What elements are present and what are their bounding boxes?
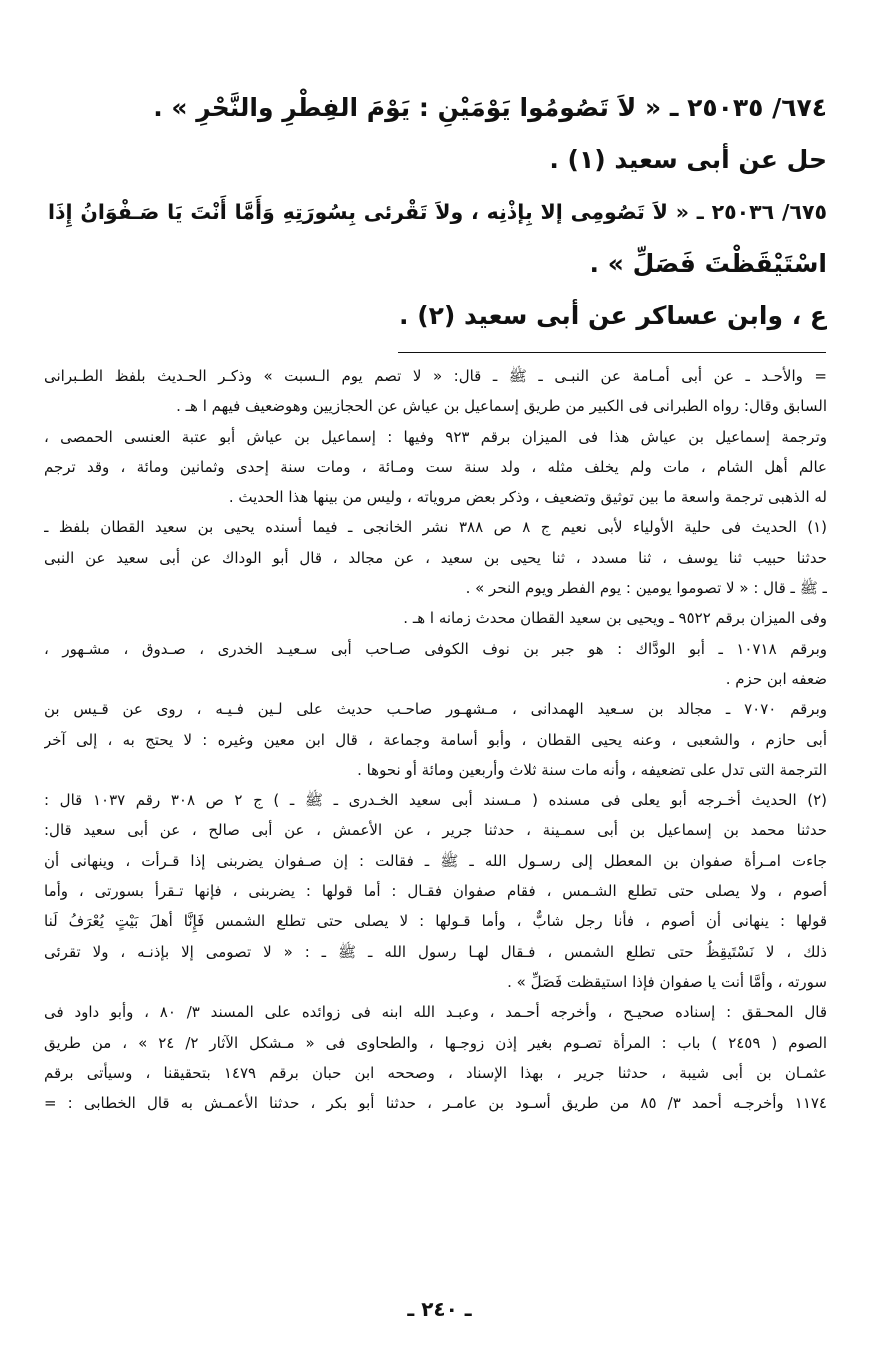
footnote-line: الترجمة التى تدل على تضعيفه ، وأنه مات سنة ثلاث وأربعين ومائة أو نحوها . [357,760,827,779]
footnote-line: ١١٧٤ وأخرجـه أحمد ٣/ ٨٥ من طريق أسـود بن عامـر ، حدثنا أبو بكر ، حدثنا الأعمـش به قال الخطابى : = [44,1094,827,1113]
footnote-line: له الذهبى ترجمة واسعة ما بين توثيق وتضعيف ، وذكر بعض مروياته ، وليس من بينها هذا الحديث . [228,488,827,507]
footnote-line: أصوم ، ولا يصلى حتى تطلع الشـمس ، فقام صفوان فقـال : أما قولها : يضربنى ، فإنها تـقرأ بسورتى ، وأما [44,882,827,901]
footnote-line: عالم أهل الشام ، مات ولم يخلف مثله ، ولد سنة ست ومـائة ، ومات سنة إحدى وثمانين ومائة ، وقد ترجم [44,457,827,476]
footnote-line: ـ ﷺ ـ قال : « لا تصوموا يومين : يوم الفطر ويوم النحر » . [465,579,827,598]
footnote-line: (٢) الحديث أخـرجه أبو يعلى فى مسنده ( مـسند أبى سعيد الخـدرى ـ ﷺ ـ ) ج ٢ ص ٣٠٨ رقم ١٠٣٧ قال : [44,791,827,810]
footnote-line: حدثنا محمد بن إسماعيل بن أبى سمـينة ، حدثنا جرير ، عن الأعمش ، عن أبى صالح ، عن أبى سعيد قال: [44,821,827,840]
hadith-line: ٦٧٤/ ٢٥٠٣٥ ـ « لاَ تَصُومُوا يَوْمَيْنِ : يَوْمَ الفِطْرِ والنَّحْرِ » . [153,93,827,122]
footnote-line: سورته ، وأمَّا أنت يا صفوان فإذا استيقظت فَصَلِّ » . [507,972,827,991]
footnote-line: وبرقم ١٠٧١٨ ـ أبو الودَّاك : هو جبر بن نوف الكوفى صـاحب أبى سـعيـد الخدرى ، صـدوق ، مشـهور ، [44,639,827,658]
footnote-line: جاءت امـرأة صفوان بن المعطل إلى رسـول الله ـ ﷺ ـ فقالت : إن صـفوان يضربنى إذا قـرأت ، وينهانى أن [44,851,827,870]
footnote-line: السابق وقال: رواه الطبرانى فى الكبير من طريق إسماعيل بن عياش عن الحجازيين وهوضعيف فيهم ا هـ . [176,397,827,416]
footnote-line: وفى الميزان برقم ٩٥٢٢ ـ ويحيى بن سعيد القطان محدث زمانه ا هـ . [403,609,827,628]
hadith-source-line: حل عن أبى سعيد (١) . [549,145,827,174]
footnote-divider [398,352,826,353]
hadith-source-line: ع ، وابن عساكر عن أبى سعيد (٢) . [399,301,827,330]
footnote-line: حدثنا حبيب ثنا يوسف ، ثنا مسدد ، ثنا يحيى بن سعيد ، عن مجالد ، قال أبو الوداك عن أبى سعيد عن النبى [44,548,827,567]
footnote-line: = والأحـد ـ عن أبى أمـامة عن النبـى ـ ﷺ ـ قال: « لا تصم يوم الـسبت » وذكـر الحـديث بلفظ الطـبرانى [44,367,827,385]
page-number: ـ ٢٤٠ ـ [407,1297,472,1321]
footnotes [44,361,827,1118]
footnote-line: وترجمة إسماعيل بن عياش هذا فى الميزان برقم ٩٢٣ وفيها : إسماعيل بن عياش أبو عتبة العنسى الحمصى ، [44,427,827,446]
footnote-line: وبرقم ٧٠٧٠ ـ مجالد بن سـعيد الهمدانى ، مـشهـور صاحـب حديث على لـين فـيـه ، روى عن قـيس بن [44,700,827,719]
footnote-line: ضعفه ابن حزم . [725,669,827,688]
footnote-line: ذلك ، لا نَسْتَيقِظُ حتى تطلع الشمس ، فـقال لهـا رسول الله ـ ﷺ ـ : « لا تصومى إلا بإذنـه ، ولا تقرئى [44,942,827,961]
footnote-line: (١) الحديث فى حلية الأولياء لأبى نعيم ج ٨ ص ٣٨٨ نشر الخانجى ـ فيما أسنده يحيى بن سعيد القطان بلفظ ـ [44,518,827,537]
footnote-line: قولها : ينهانى أن أصوم ، فأنا رجل شابٌّ ، وأما قـولها : لا يصلى حتى تطلع الشمس فَإِنَّا أهلَ بَيْتٍ يُعْرَفُ لَنا [44,912,827,931]
hadith-main-text [48,82,827,342]
footnote-line: الصوم ( ٢٤٥٩ ) باب : المرأة تصـوم بغير إذن زوجـها ، والطحاوى فى « مـشكل الآثار ٢/ ٢٤ » ، من طريق [44,1033,827,1052]
footnote-line: قال المحـقق : إسناده صحيـح ، وأخرجه أحـمد ، وعبـد الله ابنه فى زوائده على المسند ٣/ ٨٠ ، وأبو داود فى [44,1003,827,1022]
footnote-line: أبى حازم ، والشعبى ، وعنه يحيى القطان ، وأبو أسامة وجماعة ، قال ابن معين وغيره : لا يحتج به ، إلى آخر [44,730,827,749]
hadith-line: اسْتَيْقَظْتَ فَصَلِّ » . [589,249,827,278]
footnote-line: عثمـان بن أبى شيبة ، حدثنا جرير ، بهذا الإسناد ، وصححه ابن حبان برقم ١٤٧٩ بتحقيقنا ، وسيأتى برقم [44,1063,827,1082]
hadith-line: ٦٧٥/ ٢٥٠٣٦ ـ « لاَ تَصُومِى إلا بِإذْنِه ، ولاَ تَقْرئى بِسُورَتِهِ وَأَمَّا أَنْتَ يَا صَـفْوَانُ إِذَا [48,200,827,224]
